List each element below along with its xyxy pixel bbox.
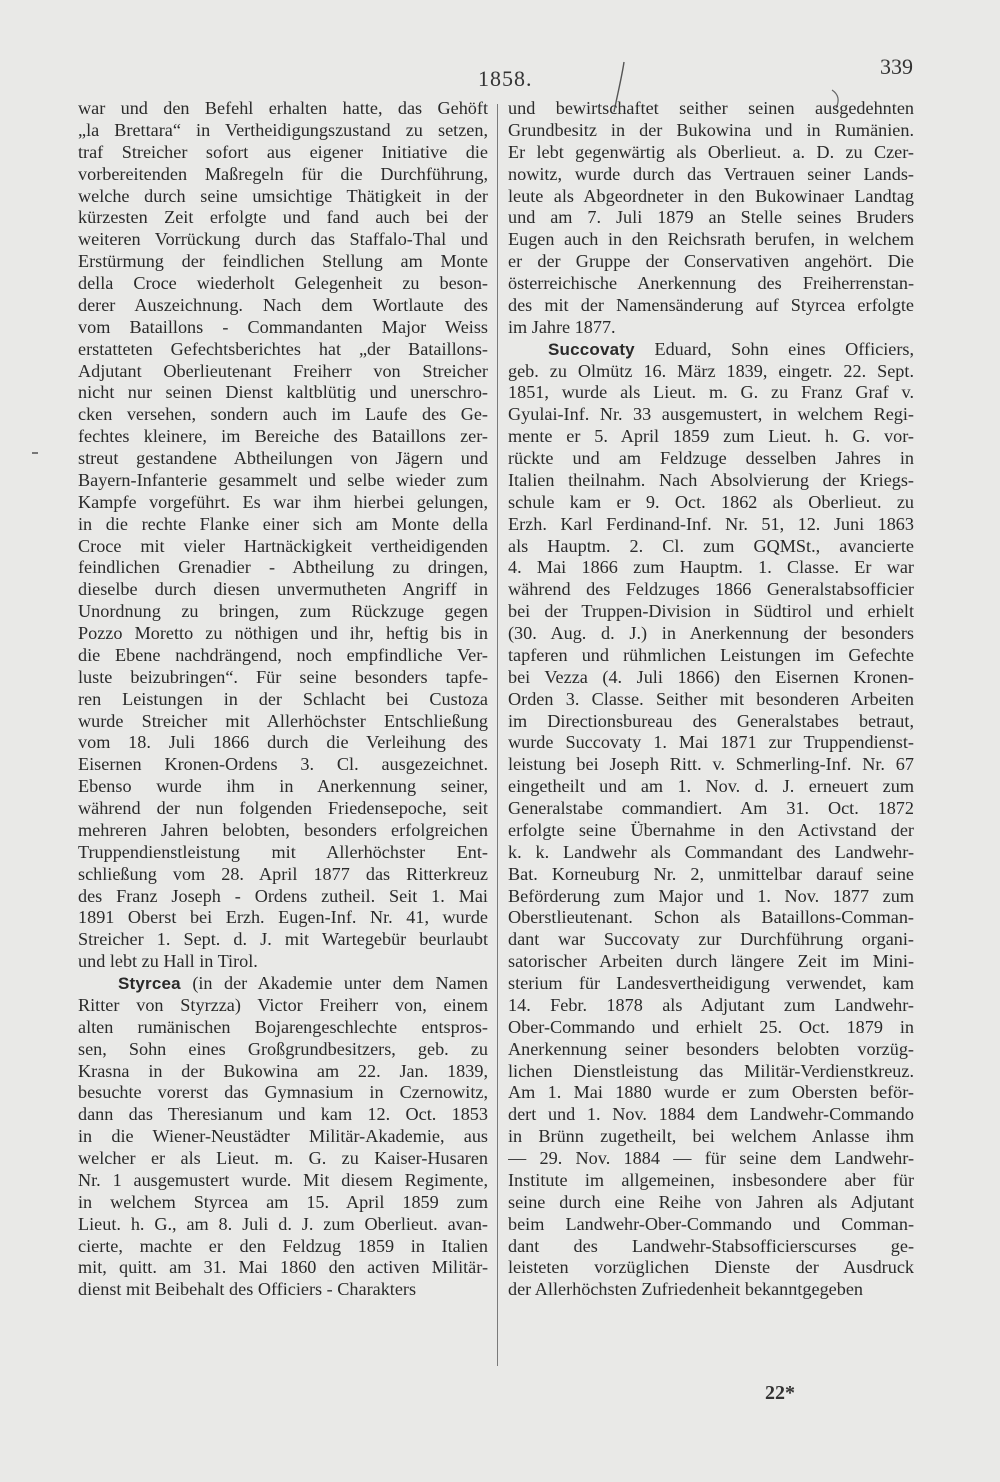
text-line: Truppendienstleistung mit Allerhöchster Ent- xyxy=(78,841,488,862)
text-line: erstatteten Gefechtsberichtes hat „der Bataillons- xyxy=(78,338,488,359)
page-number: 339 xyxy=(880,54,913,79)
text-line: derer Auszeichnung. Nach dem Wortlaute des xyxy=(78,294,488,315)
text-line: 4. Mai 1866 zum Hauptm. 1. Classe. Er war xyxy=(508,557,914,578)
text-line: Eisernen Kronen-Ordens 3. Cl. ausgezeichnet. xyxy=(78,754,488,775)
text-line: wurde Succovaty 1. Mai 1871 zur Truppendienst- xyxy=(508,732,914,753)
text-line: Italien theilnahm. Nach Absolvierung der Kriegs- xyxy=(508,469,914,490)
entry-heading-line xyxy=(78,973,488,995)
text-line: und lebt zu Hall in Tirol. xyxy=(78,951,258,972)
text-line: streut gestandene Abtheilungen von Jägern und xyxy=(78,448,488,468)
text-line: mente er 5. April 1859 zum Lieut. h. G. vor- xyxy=(508,426,914,447)
entry-name-succovaty: Succovaty xyxy=(548,339,635,359)
column-divider xyxy=(497,104,498,1366)
text-line: beim Landwehr-Ober-Commando und Comman- xyxy=(508,1213,914,1234)
text-line: Am 1. Mai 1880 wurde er zum Obersten beför- xyxy=(508,1082,914,1103)
text-line: vom Bataillons - Commandanten Major Weiss xyxy=(78,316,488,337)
text-line: bei Vezza (4. Juli 1866) den Eisernen Kronen- xyxy=(508,666,914,687)
text-line: weiteren Vorrückung durch das Staffalo-Thal und xyxy=(78,229,488,250)
text-line: Ebenso wurde ihm in Anerkennung seiner, xyxy=(78,776,488,797)
text-line: der Allerhöchsten Zufriedenheit bekanntgegeben xyxy=(508,1279,864,1300)
text-line: war und den Befehl erhalten hatte, das Gehöft xyxy=(78,98,488,118)
text-line: fechtes kleinere, im Bereiche des Bataillons zer- xyxy=(78,426,488,447)
text-line: dant war Succovaty zur Durchführung organi- xyxy=(508,929,914,950)
text-line: Institute im allgemeinen, insbesondere aber für xyxy=(508,1169,914,1190)
text-line: kürzesten Zeit erfolgte und fand auch bei der xyxy=(78,207,488,228)
text-line: Generalstabe commandiert. Am 31. Oct. 1872 xyxy=(508,798,914,818)
text-line: Bat. Korneuburg Nr. 2, unmittelbar darauf seine xyxy=(508,863,914,884)
text-line: traf Streicher sofort aus eigener Initiative die xyxy=(78,141,488,162)
text-line: und bewirtschaftet seither seinen ausgedehnten xyxy=(508,98,914,118)
text-line: schließung vom 28. April 1877 das Ritterkreuz xyxy=(78,863,488,884)
margin-mark xyxy=(32,452,38,454)
text-line: feindlichen Grenadier - Abtheilung zu dringen, xyxy=(78,557,488,578)
text-line: in Brünn zugetheilt, bei welchem Anlasse ihm xyxy=(508,1126,914,1147)
text-line: della Croce wiederholt Gelegenheit zu beson- xyxy=(78,273,488,293)
text-line: Erzh. Karl Ferdinand-Inf. Nr. 51, 12. Juni 1863 xyxy=(508,513,914,534)
succovaty-entry-body xyxy=(508,361,914,1302)
text-line: leute als Abgeordneter in den Bukowinaer Landtag xyxy=(508,185,914,206)
text-line: 1851, wurde als Lieut. m. G. zu Franz Graf v. xyxy=(508,382,914,403)
text-line: k. k. Landwehr als Commandant des Landwehr- xyxy=(508,841,914,862)
entry-heading-line xyxy=(508,339,914,361)
text-line: während des Feldzuges 1866 Generalstabsofficier xyxy=(508,579,914,600)
text-line: 1891 Oberst bei Erzh. Eugen-Inf. Nr. 41, wurde xyxy=(78,907,488,928)
text-line: dann das Theresianum und kam 12. Oct. 1853 xyxy=(78,1104,488,1125)
text-line: Er lebt gegenwärtig als Oberlieut. a. D. zu Czer- xyxy=(508,141,914,162)
text-line: geb. zu Olmütz 16. März 1839, eingetr. 22. Sept. xyxy=(508,360,914,381)
text-line: leistung bei Joseph Ritt. v. Schmerling-Inf. Nr. 67 xyxy=(508,754,914,775)
text-line: tapferen und rühmlichen Leistungen im Gefechte xyxy=(508,644,914,665)
text-line: Streicher 1. Sept. d. J. mit Wartegebür beurlaubt xyxy=(78,929,488,950)
text-line: dert und 1. Nov. 1884 dem Landwehr-Commando xyxy=(508,1104,914,1125)
text-line: lichen Dienstleistung das Militär-Verdienstkreuz. xyxy=(508,1060,914,1081)
running-header-year: 1858. xyxy=(478,66,533,91)
text-line: Krasna in der Bukowina am 22. Jan. 1839, xyxy=(78,1060,488,1081)
text-line: seine durch eine Reihe von Jahren als Adjutant xyxy=(508,1191,914,1212)
text-line: Unordnung zu bringen, zum Rückzuge gegen xyxy=(78,601,488,622)
text-line: (30. Aug. d. J.) in Anerkennung der besonders xyxy=(508,623,914,643)
text-line: eingetheilt und am 1. Nov. d. J. erneuert zum xyxy=(508,776,914,797)
text-line: welche durch seine umsichtige Thätigkeit in der xyxy=(78,185,488,206)
text-line: im Jahre 1877. xyxy=(508,316,616,337)
text-line: vorbereitenden Maßregeln für die Durchführung, xyxy=(78,163,488,184)
text-line: — 29. Nov. 1884 — für seine dem Landwehr- xyxy=(508,1148,914,1168)
text-line: ren Leistungen in der Schlacht bei Custoza xyxy=(78,688,488,709)
styrcea-entry-body xyxy=(78,995,488,1301)
text-line: dieselbe durch diesen unvermutheten Angriff in xyxy=(78,579,488,600)
text-line: rückte und am Feldzuge desselben Jahres in xyxy=(508,448,914,468)
text-line: österreichische Anerkennung des Freiherrenstan- xyxy=(508,273,914,293)
text-line: in die rechte Flanke einer sich am Monte della xyxy=(78,513,488,534)
text-line: Anerkennung seiner besonders belobten vorzüg- xyxy=(508,1038,914,1059)
text-line: Adjutant Oberlieutenant Freiherr von Streicher xyxy=(78,360,488,381)
text-line: dienst mit Beibehalt des Officiers - Charakters xyxy=(78,1279,417,1300)
left-column xyxy=(78,98,488,1301)
text-line: leisteten vorzüglichen Dienste der Ausdruck xyxy=(508,1257,914,1278)
text-line: Ritter von Styrzza) Victor Freiherr von, einem xyxy=(78,994,488,1015)
text-line: cken versehen, sondern auch im Laufe des Ge- xyxy=(78,404,488,425)
text-line: des Franz Joseph - Ordens zutheil. Seit 1. Mai xyxy=(78,885,488,906)
text-line: und am 7. Juli 1879 an Stelle seines Bruders xyxy=(508,207,914,228)
text-line: als Hauptm. 2. Cl. zum GQMSt., avancierte xyxy=(508,535,914,556)
text-line: Gyulai-Inf. Nr. 33 ausgemustert, in welchem Regi- xyxy=(508,404,914,425)
text-line: in die Wiener-Neustädter Militär-Akademie, aus xyxy=(78,1126,488,1147)
text-line: besuchte vorerst das Gymnasium in Czernowitz, xyxy=(78,1082,488,1103)
text-line: Beförderung zum Major und 1. Nov. 1877 zum xyxy=(508,885,914,906)
text-line: in welchem Styrcea am 15. April 1859 zum xyxy=(78,1191,488,1212)
text-line: Ober-Commando und erhielt 25. Oct. 1879 in xyxy=(508,1016,914,1037)
text-line: nowitz, wurde durch das Vertrauen seiner Lands- xyxy=(508,163,914,184)
text-line: welcher er als Lieut. m. G. zu Kaiser-Husaren xyxy=(78,1148,488,1168)
text-line: mehreren Jahren belobten, besonders erfolgreichen xyxy=(78,819,488,840)
text-line: alten rumänischen Bojarengeschlechte entspros- xyxy=(78,1016,488,1037)
text-line: Kampfe vorgeführt. Es war ihm hierbei gelungen, xyxy=(78,491,488,512)
text-line: während der nun folgenden Friedensepoche, seit xyxy=(78,798,488,818)
text-line: bei der Truppen-Division in Südtirol und erhielt xyxy=(508,601,914,622)
text-line: im Directionsbureau des Generalstabes betraut, xyxy=(508,710,914,731)
text-line: Bayern-Infanterie gesammelt und selbe wieder zum xyxy=(78,469,488,490)
text-line: Lieut. h. G., am 8. Juli d. J. zum Oberlieut. avan- xyxy=(78,1213,488,1234)
text-line: wurde Streicher mit Allerhöchster Entschließung xyxy=(78,710,488,731)
text-line: schule kam er 9. Oct. 1862 als Oberlieut. zu xyxy=(508,491,914,512)
text-line: des mit der Namensänderung auf Styrcea erfolgte xyxy=(508,294,914,315)
text-line: Erstürmung der feindlichen Stellung am Monte xyxy=(78,251,488,272)
text-line: dant des Landwehr-Stabsofficierscurses ge- xyxy=(508,1235,914,1256)
text-line: sen, Sohn eines Großgrundbesitzers, geb. zu xyxy=(78,1038,488,1059)
text-line: die Ebene nachdrängend, noch empfindliche Ver- xyxy=(78,644,488,665)
text-line: vom 18. Juli 1866 durch die Verleihung des xyxy=(78,732,488,753)
right-column-body xyxy=(508,98,914,339)
entry-name-styrcea: Styrcea xyxy=(118,974,181,993)
left-column-body xyxy=(78,98,488,973)
text-line: Orden 3. Classe. Seither mit besonderen Arbeiten xyxy=(508,688,914,709)
entry-first-line: Eduard, Sohn eines Officiers, xyxy=(654,338,914,359)
text-line: 14. Febr. 1878 als Adjutant zum Landwehr- xyxy=(508,994,914,1015)
text-line: Croce mit vieler Hartnäckigkeit vertheidigenden xyxy=(78,535,488,556)
text-line: erfolgte seine Übernahme in den Activstand der xyxy=(508,819,914,840)
text-line: satorischer Arbeiten durch längere Zeit im Mini- xyxy=(508,951,914,972)
text-line: Oberstlieutenant. Schon als Bataillons-Comman- xyxy=(508,907,914,928)
text-line: „la Brettara“ in Vertheidigungszustand zu setzen, xyxy=(78,119,488,140)
text-line: Nr. 1 ausgemustert wurde. Mit diesem Regimente, xyxy=(78,1169,488,1190)
text-line: Eugen auch in den Reichsrath berufen, in welchem xyxy=(508,229,914,250)
entry-first-line: (in der Akademie unter dem Namen xyxy=(192,973,488,993)
signature-mark: 22* xyxy=(765,1382,795,1404)
text-line: nicht nur seinen Dienst kaltblütig und unerschro- xyxy=(78,382,488,403)
text-line: cierte, machte er den Feldzug 1859 in Italien xyxy=(78,1235,488,1256)
text-line: Pozzo Moretto zu nöthigen und ihr, heftig bis in xyxy=(78,623,488,643)
text-line: Grundbesitz in der Bukowina und in Rumänien. xyxy=(508,119,914,140)
text-line: sterium für Landesvertheidigung verwendet, kam xyxy=(508,973,914,993)
text-line: mit, quitt. am 31. Mai 1860 den activen Militär- xyxy=(78,1257,488,1278)
right-column xyxy=(508,98,914,1301)
text-line: er der Gruppe der Conservativen angehört. Die xyxy=(508,251,914,272)
text-line: luste beizubringen“. Für seine besonders tapfe- xyxy=(78,666,488,687)
